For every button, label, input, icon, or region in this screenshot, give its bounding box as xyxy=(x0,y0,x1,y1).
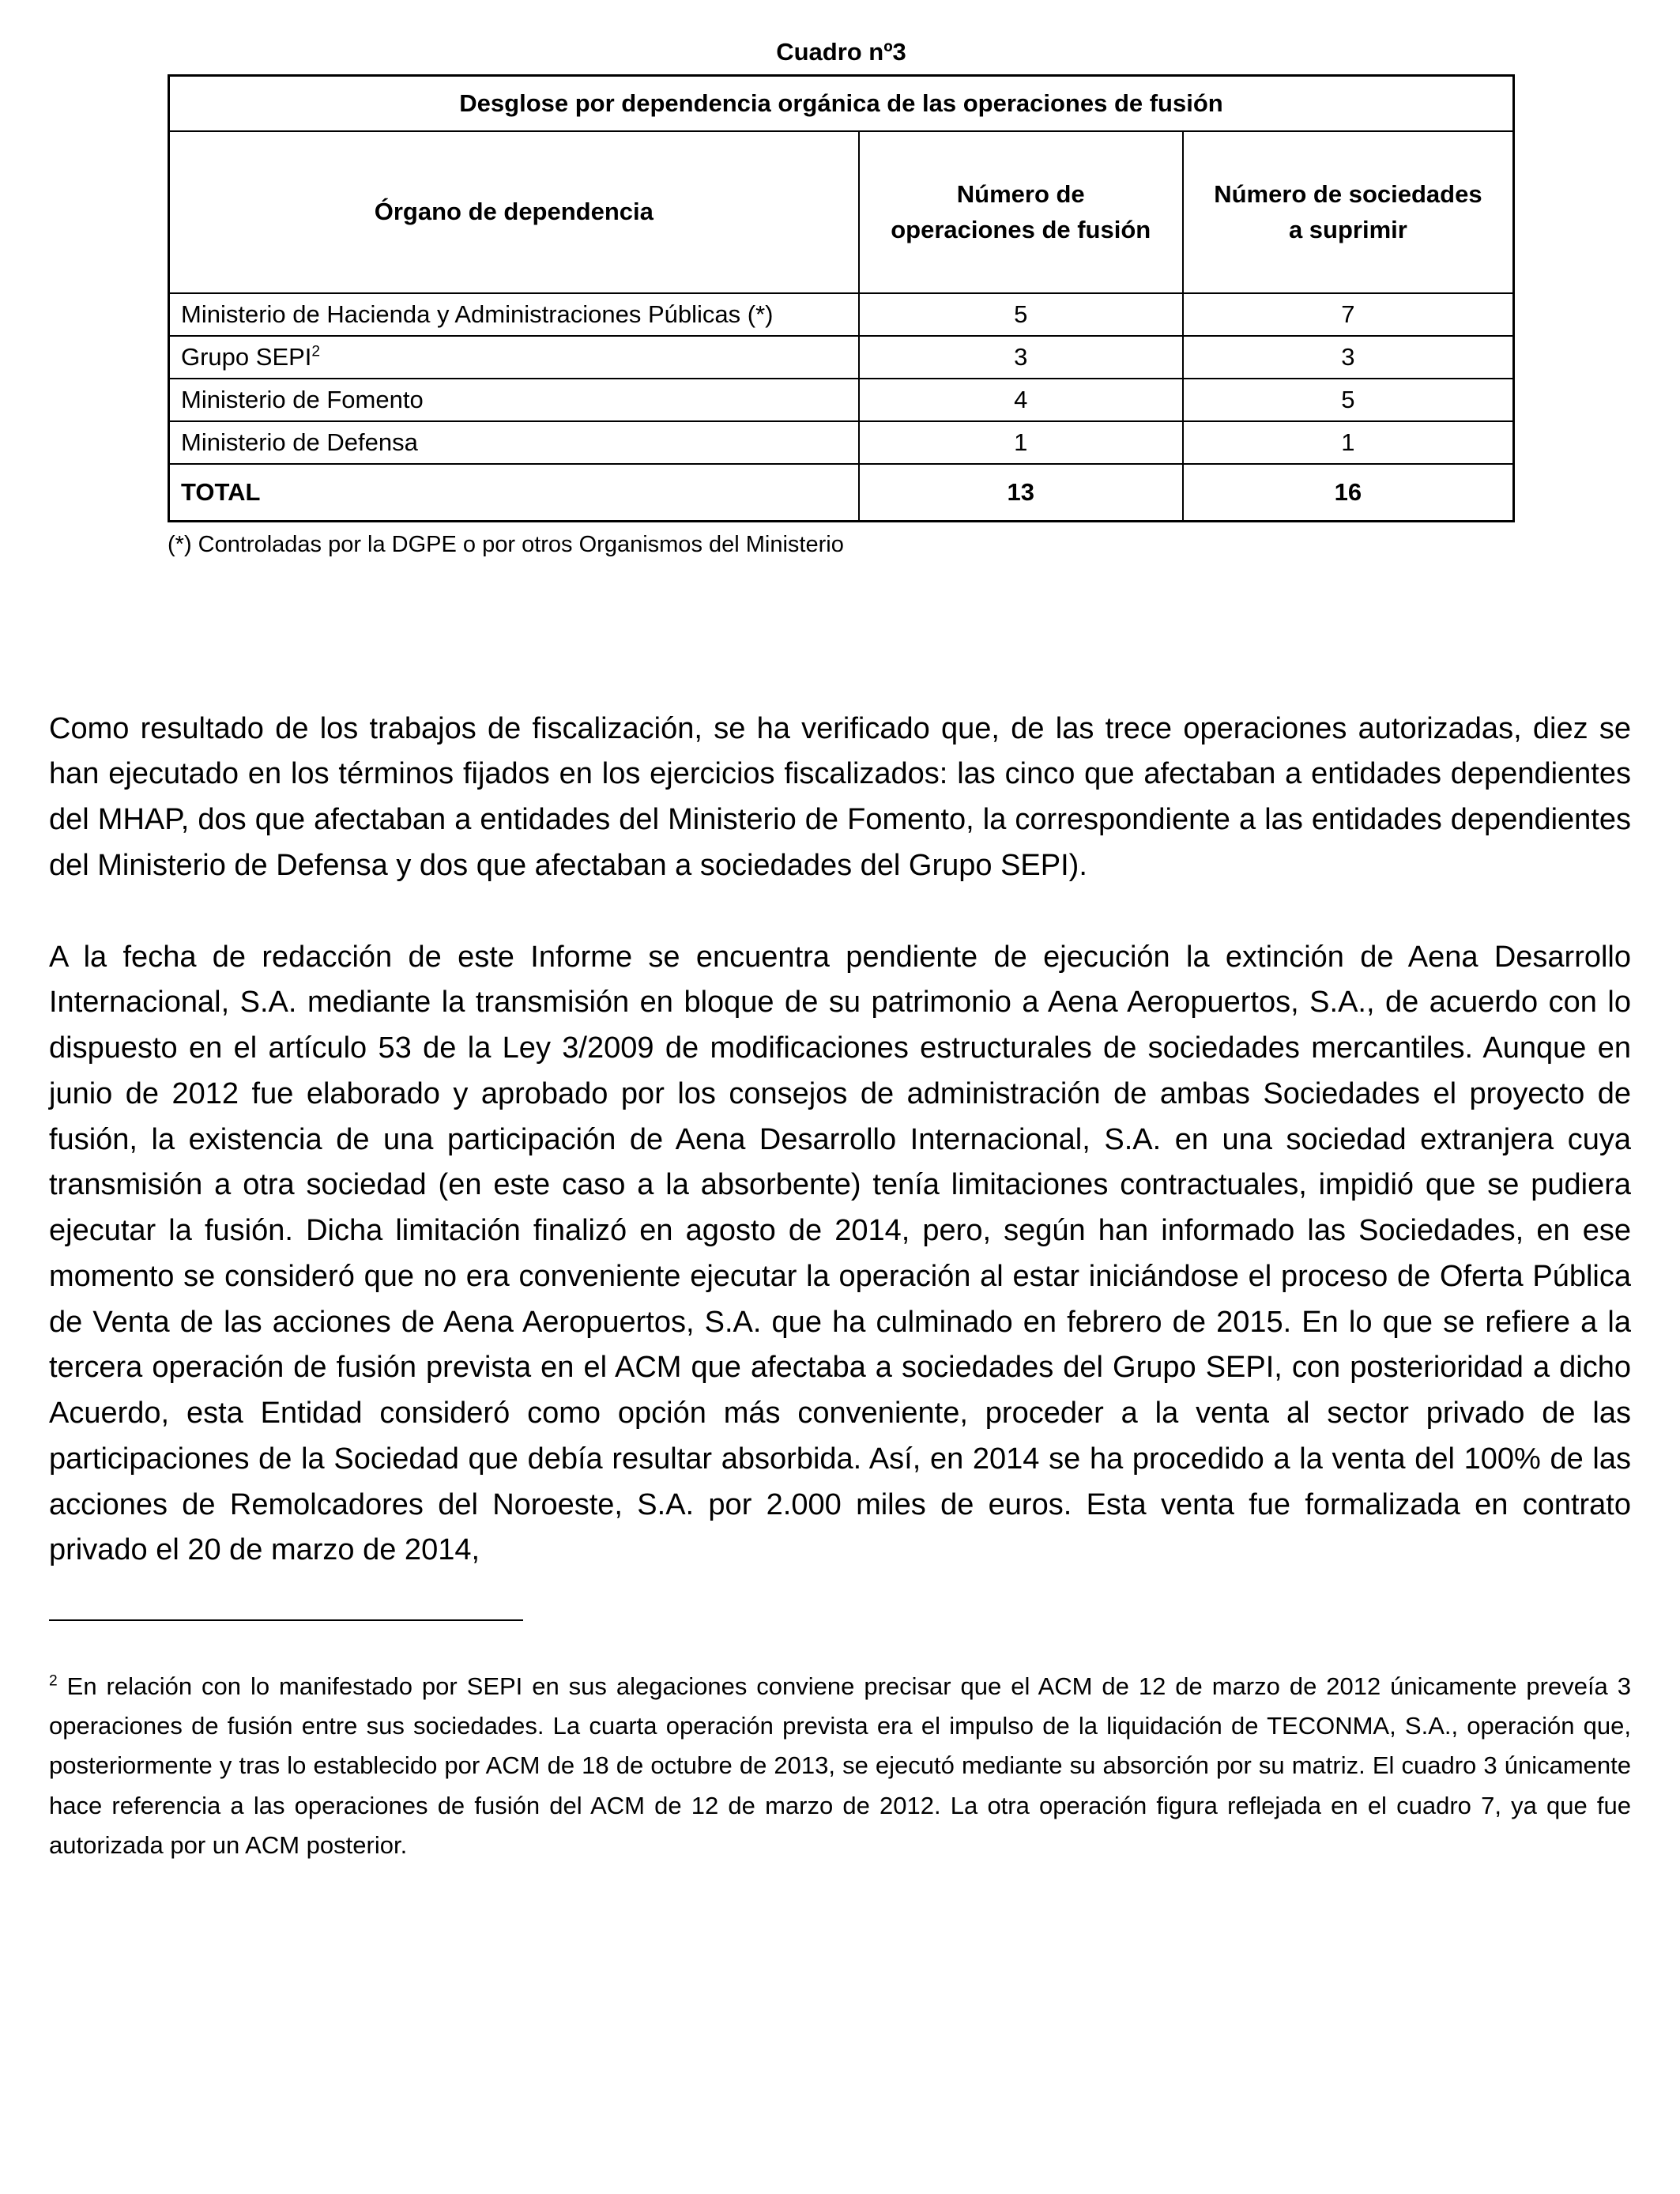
footnote-area xyxy=(49,1619,1631,1865)
organo-label: Ministerio de Defensa xyxy=(181,428,418,456)
cell-organo xyxy=(169,336,859,379)
cell-sociedades: 1 xyxy=(1183,421,1514,464)
table-header-row xyxy=(169,131,1514,293)
cell-operaciones: 5 xyxy=(859,293,1183,336)
cell-organo xyxy=(169,379,859,421)
paragraph-1: Como resultado de los trabajos de fiscalización, se ha verificado que, de las trece operaciones autorizadas, diez se han ejecutado en los términos fijados en los ejercicios fiscalizados: las cinco que afectaban a entidades dependientes del MHAP, dos que afectaban a entidades del Ministerio de Fomento, la correspondiente a las entidades dependientes del Ministerio de Defensa y dos que afectaban a sociedades del Grupo SEPI). xyxy=(49,711,1631,882)
cell-sociedades: 5 xyxy=(1183,379,1514,421)
table-footnote: (*) Controladas por la DGPE o por otros Organismos del Ministerio xyxy=(168,531,844,557)
table-total-row xyxy=(169,464,1514,521)
footnote-separator-rule xyxy=(49,1619,523,1621)
cell-organo xyxy=(169,421,859,464)
footnote-2-text: En relación con lo manifestado por SEPI en sus alegaciones conviene precisar que el ACM de 12 de marzo de 2012 únicamente preveía 3 operaciones de fusión entre sus sociedades. La cuarta operación prevista era el impulso de la liquidación de TECONMA, S.A., operación que, posteriormente y tras lo establecido por ACM de 18 de octubre de 2013, se ejecutó mediante su absorción por su matriz. El cuadro 3 únicamente hace referencia a las operaciones de fusión del ACM de 12 de marzo de 2012. La otra operación figura reflejada en el cuadro 7, ya que fue autorizada por un ACM posterior. xyxy=(49,1672,1631,1859)
organo-label: Grupo SEPI xyxy=(181,343,312,371)
paragraph-2: A la fecha de redacción de este Informe se encuentra pendiente de ejecución la extinción de Aena Desarrollo Internacional, S.A. mediante la transmisión en bloque de su patrimonio a Aena Aeropuertos, S.A., de acuerdo con lo dispuesto en el artículo 53 de la Ley 3/2009 de modificaciones estructurales de sociedades mercantiles. Aunque en junio de 2012 fue elaborado y aprobado por los consejos de administración de ambas Sociedades el proyecto de fusión, la existencia de una participación de Aena Desarrollo Internacional, S.A. en una sociedad extranjera cuya transmisión a otra sociedad (en este caso a la absorbente) tenía limitaciones contractuales, impidió que se pudiera ejecutar la fusión. Dicha limitación finalizó en agosto de 2014, pero, según han informado las Sociedades, en ese momento se consideró que no era conveniente ejecutar la operación al estar iniciándose el proceso de Oferta Pública de Venta de las acciones de Aena Aeropuertos, S.A. que ha culminado en febrero de 2015. En lo que se refiere a la tercera operación de fusión prevista en el ACM que afectaba a sociedades del Grupo SEPI, con posterioridad a dicho Acuerdo, esta Entidad consideró como opción más conveniente, proceder a la venta al sector privado de las participaciones de la Sociedad que debía resultar absorbida. Así, en 2014 se ha procedido a la venta del 100% de las acciones de Remolcadores del Noroeste, S.A. por 2.000 miles de euros. Esta venta fue formalizada en contrato privado el 20 de marzo de 2014, xyxy=(49,940,1631,1567)
footnote-2-marker: 2 xyxy=(49,1672,58,1690)
table-row xyxy=(169,293,1514,336)
table-row xyxy=(169,336,1514,379)
body-text xyxy=(49,707,1631,1574)
table-title: Desglose por dependencia orgánica de las operaciones de fusión xyxy=(169,76,1514,132)
column-header-operaciones: Número de operaciones de fusión xyxy=(859,131,1183,293)
column-header-organo: Órgano de dependencia xyxy=(169,131,859,293)
cell-total-sociedades: 16 xyxy=(1183,464,1514,521)
organo-label: Ministerio de Fomento xyxy=(181,386,424,413)
cell-sociedades: 3 xyxy=(1183,336,1514,379)
table-row xyxy=(169,421,1514,464)
table-row xyxy=(169,379,1514,421)
organo-label: Ministerio de Hacienda y Administraciones Públicas (*) xyxy=(181,300,774,328)
cell-total-operaciones: 13 xyxy=(859,464,1183,521)
footnote-2 xyxy=(49,1667,1631,1865)
table-caption: Cuadro nº3 xyxy=(776,38,906,66)
cell-total-label: TOTAL xyxy=(169,464,859,521)
cell-operaciones: 3 xyxy=(859,336,1183,379)
cell-operaciones: 1 xyxy=(859,421,1183,464)
footnote-ref: 2 xyxy=(311,343,321,360)
cell-organo xyxy=(169,293,859,336)
cell-sociedades: 7 xyxy=(1183,293,1514,336)
table-title-row xyxy=(169,76,1514,132)
column-header-sociedades: Número de sociedades a suprimir xyxy=(1183,131,1514,293)
fusion-operations-table xyxy=(168,74,1515,522)
cell-operaciones: 4 xyxy=(859,379,1183,421)
